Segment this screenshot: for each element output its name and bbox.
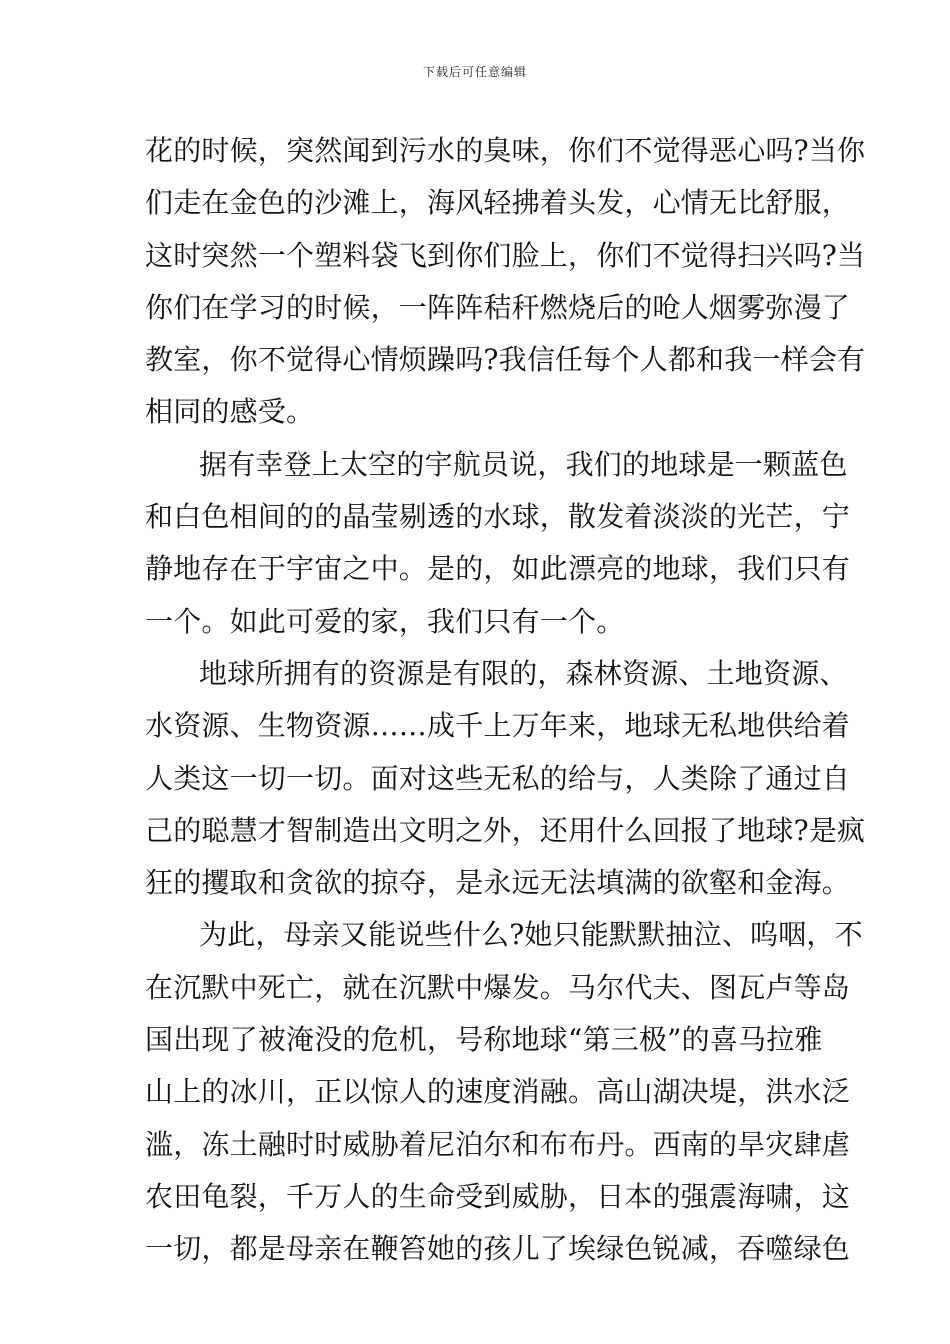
text-line: 教室，你不觉得心情烦躁吗?我信任每个人都和我一样会有 bbox=[145, 343, 866, 377]
header-note: 下载后可任意编辑 bbox=[422, 65, 527, 79]
text-line: 山上的冰川，正以惊人的速度消融。高山湖决堤，洪水泛 bbox=[145, 1075, 851, 1109]
text-line: 一切，都是母亲在鞭笞她的孩儿了埃绿色锐减，吞噬绿色 bbox=[145, 1232, 851, 1266]
paragraph-4 bbox=[145, 913, 863, 1279]
text-line: 国出现了被淹没的危机，号称地球“第三极”的喜马拉雅 bbox=[145, 1023, 823, 1057]
text-line: 在沉默中死亡，就在沉默中爆发。马尔代夫、图瓦卢等岛 bbox=[145, 970, 851, 1004]
paragraph-1 bbox=[145, 129, 866, 443]
text-line: 静地存在于宇宙之中。是的，如此漂亮的地球，我们只有 bbox=[145, 552, 851, 586]
text-line: 和白色相间的的晶莹剔透的水球，散发着淡淡的光芒，宁 bbox=[145, 500, 851, 534]
text-line: 滥，冻土融时时威胁着尼泊尔和布布丹。西南的旱灾肆虐 bbox=[145, 1127, 851, 1161]
text-line: 相同的感受。 bbox=[145, 395, 315, 429]
text-line: 这时突然一个塑料袋飞到你们脸上，你们不觉得扫兴吗?当 bbox=[145, 238, 866, 272]
paragraph-2 bbox=[145, 443, 851, 652]
text-line: 为此，母亲又能说些什么?她只能默默抽泣、呜咽，不 bbox=[199, 918, 863, 952]
text-line: 你们在学习的时候，一阵阵秸秆燃烧后的呛人烟雾弥漫了 bbox=[145, 290, 851, 324]
text-line: 一个。如此可爱的家，我们只有一个。 bbox=[145, 604, 625, 638]
text-line: 据有幸登上太空的宇航员说，我们的地球是一颗蓝色 bbox=[199, 447, 848, 481]
text-line: 花的时候，突然闻到污水的臭味，你们不觉得恶心吗?当你 bbox=[145, 134, 866, 167]
paragraph-3 bbox=[145, 652, 866, 913]
text-line: 农田龟裂，千万人的生命受到威胁，日本的强震海啸，这 bbox=[145, 1179, 851, 1213]
text-line: 己的聪慧才智制造出文明之外，还用什么回报了地球?是疯 bbox=[145, 813, 866, 847]
text-line: 地球所拥有的资源是有限的，森林资源、土地资源、 bbox=[199, 656, 848, 690]
text-line: 们走在金色的沙滩上，海风轻拂着头发，心情无比舒服， bbox=[145, 186, 851, 220]
text-line: 水资源、生物资源……成千上万年来，地球无私地供给着 bbox=[145, 709, 851, 743]
text-line: 狂的攫取和贪欲的掠夺，是永远无法填满的欲壑和金海。 bbox=[145, 866, 851, 900]
text-line: 人类这一切一切。面对这些无私的给与，人类除了通过自 bbox=[145, 761, 851, 795]
body-text bbox=[145, 129, 866, 1280]
